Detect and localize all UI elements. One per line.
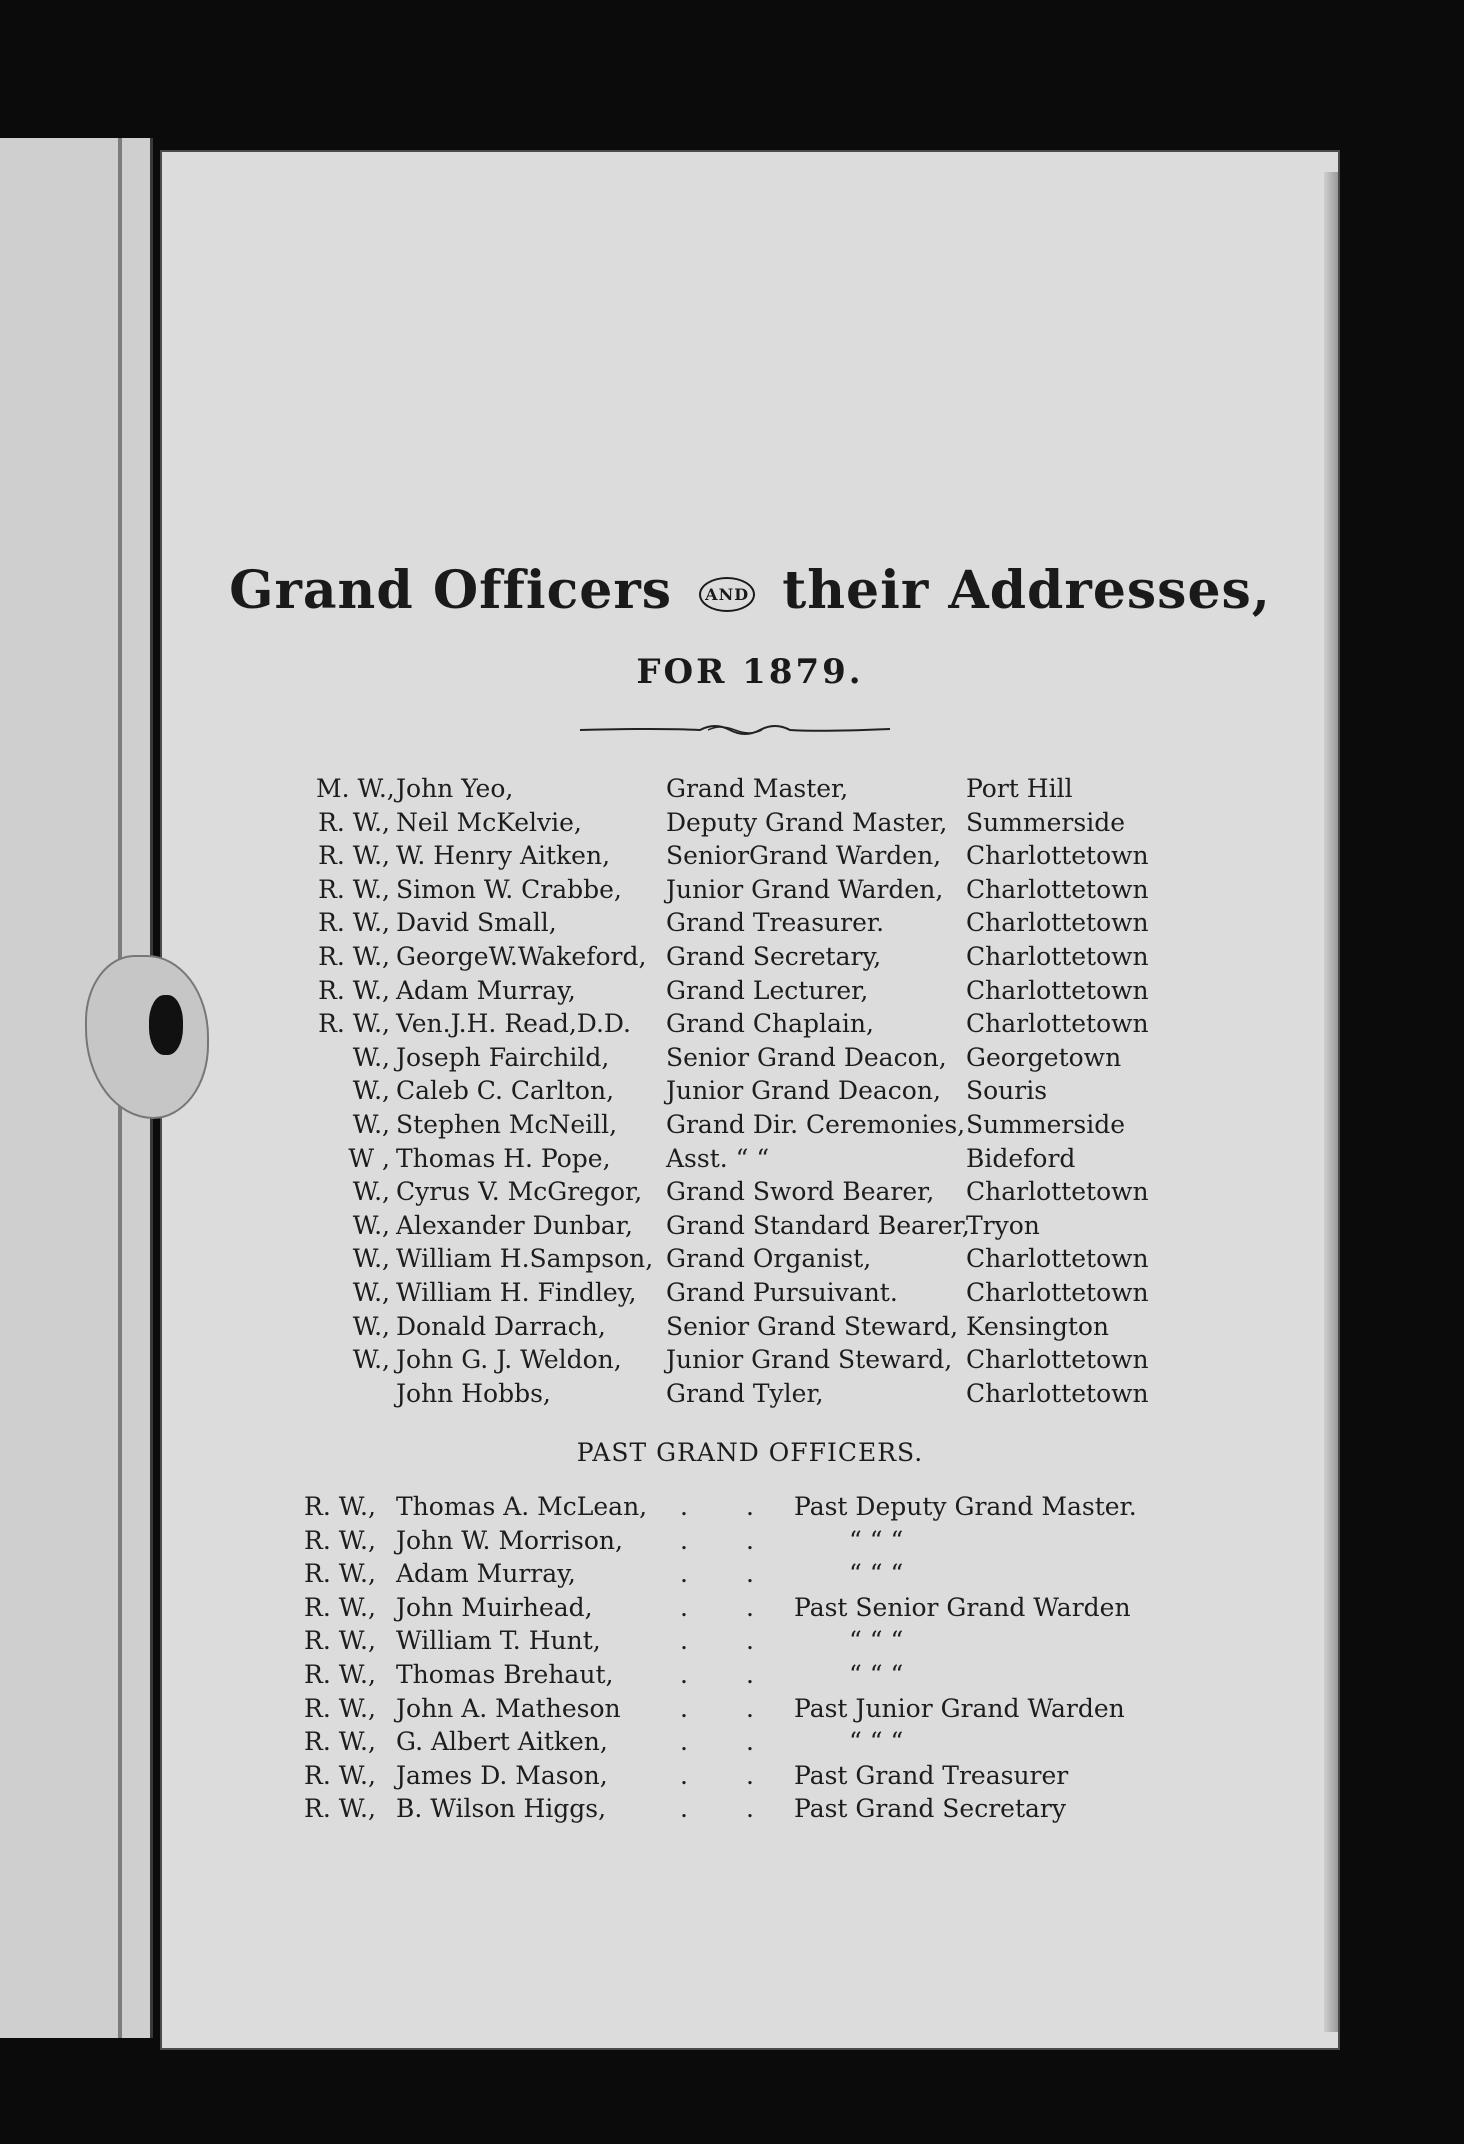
past-officer-name: Thomas Brehaut,: [396, 1659, 614, 1689]
officer-row: [316, 1142, 1196, 1176]
officer-row: [316, 1175, 1196, 1209]
officer-name: Stephen McNeill,: [396, 1109, 618, 1139]
officer-row: [316, 1041, 1196, 1075]
officer-rank: W.,: [352, 1042, 390, 1072]
officer-place: Charlottetown: [966, 1345, 1149, 1375]
officer-row: [316, 1007, 1196, 1041]
officer-row: [316, 1310, 1196, 1344]
officer-rank: R. W.,: [318, 1009, 390, 1039]
past-officer-office: “ “ “: [849, 1727, 904, 1757]
past-officers-heading: PAST GRAND OFFICERS.: [576, 1438, 924, 1467]
past-officer-office: “ “ “: [849, 1659, 904, 1689]
title-part-1: Grand Officers: [229, 560, 673, 621]
past-officer-rank: R. W.,: [304, 1559, 376, 1589]
officer-rank: W.,: [352, 1277, 390, 1307]
past-officer-office: “ “ “: [849, 1525, 904, 1555]
past-officer-rank: R. W.,: [304, 1760, 376, 1790]
officer-rank: W.,: [352, 1210, 390, 1240]
past-officer-row: [304, 1490, 1204, 1524]
past-officer-office: Past Grand Treasurer: [794, 1760, 1069, 1790]
officer-row: [316, 1074, 1196, 1108]
ornament-divider: [580, 720, 890, 740]
officer-place: Bideford: [966, 1143, 1076, 1173]
officer-rank: R. W.,: [318, 908, 390, 938]
officers-list: [316, 772, 1196, 1410]
officer-place: Charlottetown: [966, 1277, 1149, 1307]
past-officer-row: [304, 1524, 1204, 1558]
officer-row: [316, 906, 1196, 940]
past-officer-name: William T. Hunt,: [396, 1626, 601, 1656]
officer-row: [316, 974, 1196, 1008]
past-officer-rank: R. W.,: [304, 1693, 376, 1723]
officer-row: [316, 772, 1196, 806]
officer-office: SeniorGrand Warden,: [666, 841, 942, 871]
past-officer-office: Past Junior Grand Warden: [794, 1693, 1125, 1723]
past-officer-name: John Muirhead,: [396, 1592, 593, 1622]
officer-place: Summerside: [966, 1109, 1126, 1139]
past-officer-row: [304, 1624, 1204, 1658]
officer-name: GeorgeW.Wakeford,: [396, 941, 647, 971]
officer-place: Souris: [966, 1076, 1048, 1106]
officer-office: Grand Treasurer.: [666, 908, 885, 938]
officer-rank: W.,: [352, 1177, 390, 1207]
officer-row: [316, 1276, 1196, 1310]
officer-office: Grand Organist,: [666, 1244, 872, 1274]
officer-office: Grand Sword Bearer,: [666, 1177, 935, 1207]
officer-name: Donald Darrach,: [396, 1311, 606, 1341]
page-edge-shadow: [1324, 172, 1338, 2032]
officer-name: David Small,: [396, 908, 557, 938]
officer-row: [316, 1209, 1196, 1243]
officer-rank: R. W.,: [318, 874, 390, 904]
past-officer-rank: R. W.,: [304, 1492, 376, 1521]
officer-name: Joseph Fairchild,: [396, 1042, 610, 1072]
leader-dots: ..: [680, 1693, 812, 1723]
officer-place: Georgetown: [966, 1042, 1122, 1072]
officer-place: Charlottetown: [966, 841, 1149, 871]
officer-name: Cyrus V. McGregor,: [396, 1177, 643, 1207]
officer-rank: M. W.,: [316, 774, 395, 803]
officer-row: [316, 873, 1196, 907]
past-officer-office: Past Grand Secretary: [794, 1794, 1066, 1824]
officer-place: Charlottetown: [966, 1244, 1149, 1274]
officer-place: Tryon: [966, 1210, 1040, 1240]
officer-rank: W.,: [352, 1076, 390, 1106]
officer-office: Grand Tyler,: [666, 1378, 824, 1408]
officer-name: Alexander Dunbar,: [396, 1210, 633, 1240]
officer-rank: R. W.,: [318, 975, 390, 1005]
leader-dots: ..: [680, 1492, 812, 1521]
officer-place: Charlottetown: [966, 1009, 1149, 1039]
past-officer-row: [304, 1557, 1204, 1591]
officer-rank: R. W.,: [318, 941, 390, 971]
officer-name: Thomas H. Pope,: [396, 1143, 611, 1173]
officer-rank: W.,: [352, 1109, 390, 1139]
officer-row: [316, 1108, 1196, 1142]
leader-dots: ..: [680, 1760, 812, 1790]
officer-office: Junior Grand Deacon,: [666, 1076, 941, 1106]
past-officer-name: B. Wilson Higgs,: [396, 1794, 607, 1824]
officer-name: Caleb C. Carlton,: [396, 1076, 615, 1106]
officer-office: Grand Standard Bearer,: [666, 1210, 970, 1240]
past-officer-office: Past Senior Grand Warden: [794, 1592, 1131, 1622]
officer-name: John Yeo,: [396, 774, 514, 803]
officer-row: [316, 940, 1196, 974]
officer-row: [316, 806, 1196, 840]
past-officer-rank: R. W.,: [304, 1727, 376, 1757]
officer-rank: R. W.,: [318, 807, 390, 837]
officer-office: Grand Chaplain,: [666, 1009, 874, 1039]
past-officer-rank: R. W.,: [304, 1794, 376, 1824]
officer-office: Junior Grand Steward,: [666, 1345, 953, 1375]
officer-office: Grand Dir. Ceremonies,: [666, 1109, 966, 1139]
officer-place: Port Hill: [966, 774, 1073, 803]
officer-row: [316, 1343, 1196, 1377]
past-officer-name: James D. Mason,: [396, 1760, 608, 1790]
officer-office: Grand Secretary,: [666, 941, 882, 971]
officer-place: Charlottetown: [966, 908, 1149, 938]
officer-place: Charlottetown: [966, 975, 1149, 1005]
leader-dots: ..: [680, 1525, 812, 1555]
past-officer-rank: R. W.,: [304, 1525, 376, 1555]
leader-dots: ..: [680, 1659, 812, 1689]
officer-rank: W.,: [352, 1311, 390, 1341]
officer-rank: W ,: [348, 1143, 390, 1173]
officer-row: [316, 1242, 1196, 1276]
officer-office: Senior Grand Steward,: [666, 1311, 959, 1341]
leader-dots: ..: [680, 1727, 812, 1757]
officer-name: Adam Murray,: [396, 975, 576, 1005]
past-officer-row: [304, 1692, 1204, 1726]
officer-name: William H.Sampson,: [396, 1244, 654, 1274]
past-officer-office: Past Deputy Grand Master.: [794, 1492, 1137, 1521]
title-part-2: their Addresses,: [782, 560, 1271, 621]
officer-name: William H. Findley,: [396, 1277, 637, 1307]
page-subtitle: FOR 1879.: [636, 652, 864, 692]
officer-name: Ven.J.H. Read,D.D.: [396, 1009, 631, 1039]
officer-name: John Hobbs,: [396, 1378, 551, 1408]
past-officer-name: Adam Murray,: [396, 1559, 576, 1589]
title-and-mark: AND: [699, 577, 755, 612]
past-officer-rank: R. W.,: [304, 1659, 376, 1689]
officer-place: Kensington: [966, 1311, 1110, 1341]
officer-name: John G. J. Weldon,: [396, 1345, 622, 1375]
officer-row: [316, 1377, 1196, 1411]
past-officer-row: [304, 1792, 1204, 1826]
past-officer-row: [304, 1658, 1204, 1692]
paper-hole: [149, 995, 183, 1055]
officer-name: Simon W. Crabbe,: [396, 874, 622, 904]
officer-rank: W.,: [352, 1244, 390, 1274]
officer-office: Deputy Grand Master,: [666, 807, 948, 837]
officer-rank: R. W.,: [318, 841, 390, 871]
past-officer-office: “ “ “: [849, 1626, 904, 1656]
officer-place: Charlottetown: [966, 1177, 1149, 1207]
leader-dots: ..: [680, 1592, 812, 1622]
officer-name: W. Henry Aitken,: [396, 841, 611, 871]
officer-office: Grand Pursuivant.: [666, 1277, 898, 1307]
leader-dots: ..: [680, 1794, 812, 1824]
leader-dots: ..: [680, 1626, 812, 1656]
officer-place: Charlottetown: [966, 1378, 1149, 1408]
past-officer-name: John A. Matheson: [396, 1693, 621, 1723]
officer-office: Junior Grand Warden,: [666, 874, 944, 904]
past-officer-rank: R. W.,: [304, 1592, 376, 1622]
officer-name: Neil McKelvie,: [396, 807, 582, 837]
past-officers-list: [304, 1490, 1204, 1826]
past-officer-row: [304, 1759, 1204, 1793]
past-officer-row: [304, 1725, 1204, 1759]
leader-dots: ..: [680, 1559, 812, 1589]
past-officer-office: “ “ “: [849, 1559, 904, 1589]
page-title: [160, 560, 1340, 621]
past-officer-name: John W. Morrison,: [396, 1525, 623, 1555]
officer-office: Grand Master,: [666, 774, 849, 803]
officer-office: Asst. “ “: [666, 1143, 770, 1173]
officer-rank: W.,: [352, 1345, 390, 1375]
officer-place: Summerside: [966, 807, 1126, 837]
officer-row: [316, 839, 1196, 873]
past-officer-row: [304, 1591, 1204, 1625]
past-officer-rank: R. W.,: [304, 1626, 376, 1656]
officer-office: Grand Lecturer,: [666, 975, 869, 1005]
past-officer-name: G. Albert Aitken,: [396, 1727, 608, 1757]
officer-office: Senior Grand Deacon,: [666, 1042, 947, 1072]
officer-place: Charlottetown: [966, 874, 1149, 904]
past-officer-name: Thomas A. McLean,: [396, 1492, 648, 1521]
officer-place: Charlottetown: [966, 941, 1149, 971]
